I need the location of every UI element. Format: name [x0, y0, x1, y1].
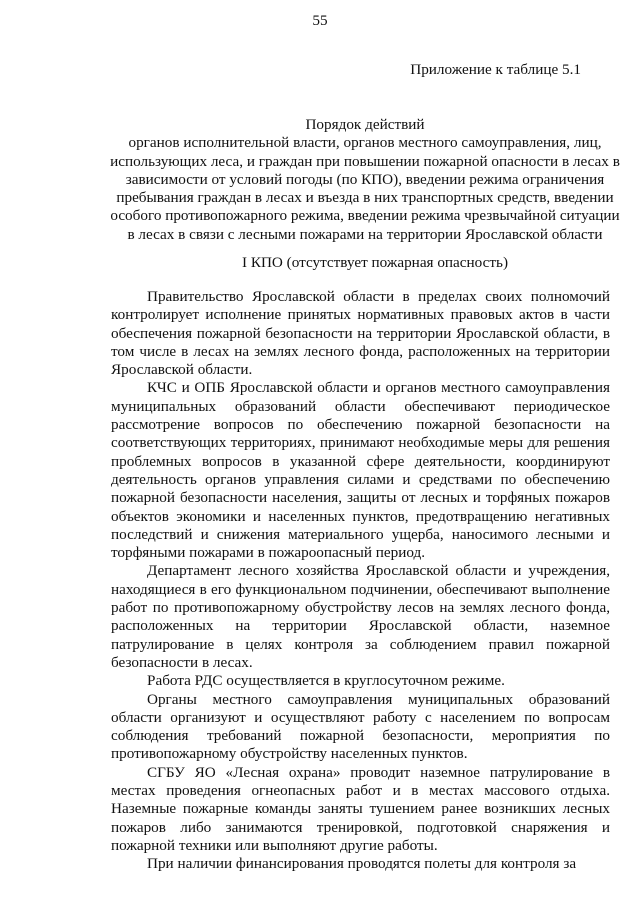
document-heading: [100, 116, 630, 244]
paragraph: Органы местного самоуправления муниципальных образований области организуют и осуществляют работу с населением по вопросам соблюдения требований пожарной безопасности, мероприятия по противопожарному обустройству населенных пунктов.: [111, 690, 610, 763]
section-title: I КПО (отсутствует пожарная опасность): [241, 254, 509, 271]
page-number: 55: [312, 12, 328, 29]
paragraph: КЧС и ОПБ Ярославской области и органов местного самоуправления муниципальных образований области обеспечивают периодическое рассмотрение вопросов по обеспечению пожарной безопасности на соответствующих территориях, принимают необходимые меры для решения проблемных вопросов в указанной сфере деятельности, координируют деятельность органов управления силами и средствами по обеспечению пожарной безопасности населения, защиты от лесных и торфяных пожаров объектов экономики и населенных пунктов, предотвращению негативных последствий и снижения материального ущерба, наносимого лесными и торфяными пожарами в пожароопасный период.: [111, 379, 610, 562]
heading-line: особого противопожарного режима, введении режима чрезвычайной ситуации: [110, 207, 620, 225]
heading-line: пребывания граждан в лесах и въезда в них транспортных средств, введении: [116, 189, 614, 207]
paragraph: СГБУ ЯО «Лесная охрана» проводит наземное патрулирование в местах проведения огнеопасных работ и в местах массового отдыха. Наземные пожарные команды заняты тушением ранее возникших лесных пожаров либо занимаются тренировкой, подготовкой снаряжения и пожарной техники или выполняют другие работы.: [111, 763, 610, 854]
paragraph: Работа РДС осуществляется в круглосуточном режиме.: [147, 672, 505, 690]
appendix-label: Приложение к таблице 5.1: [410, 61, 581, 78]
paragraph: Правительство Ярославской области в пределах своих полномочий контролирует исполнение принятых нормативных правовых актов в части обеспечения пожарной безопасности на территории Ярославской области, в том числе в лесах на землях лесного фонда, расположенных на территории Ярославской области.: [111, 288, 610, 379]
heading-line: органов исполнительной власти, органов местного самоуправления, лиц,: [128, 134, 602, 152]
heading-line: в лесах в связи с лесными пожарами на территории Ярославской области: [127, 225, 603, 243]
paragraph: Департамент лесного хозяйства Ярославской области и учреждения, находящиеся в его функциональном подчинении, обеспечивают выполнение работ по противопожарному обустройству лесов на землях лесного фонда, расположенных на территории Ярославской области, наземное патрулирование в целях контроля за соблюдением правил пожарной безопасности в лесах.: [111, 562, 610, 671]
heading-line: Порядок действий: [305, 116, 425, 133]
paragraph: При наличии финансирования проводятся полеты для контроля за: [147, 855, 577, 873]
heading-line: зависимости от условий погоды (по КПО), введении режима ограничения: [125, 170, 605, 188]
heading-line: использующих леса, и граждан при повышении пожарной опасности в лесах в: [110, 152, 620, 170]
document-body: [111, 288, 610, 874]
